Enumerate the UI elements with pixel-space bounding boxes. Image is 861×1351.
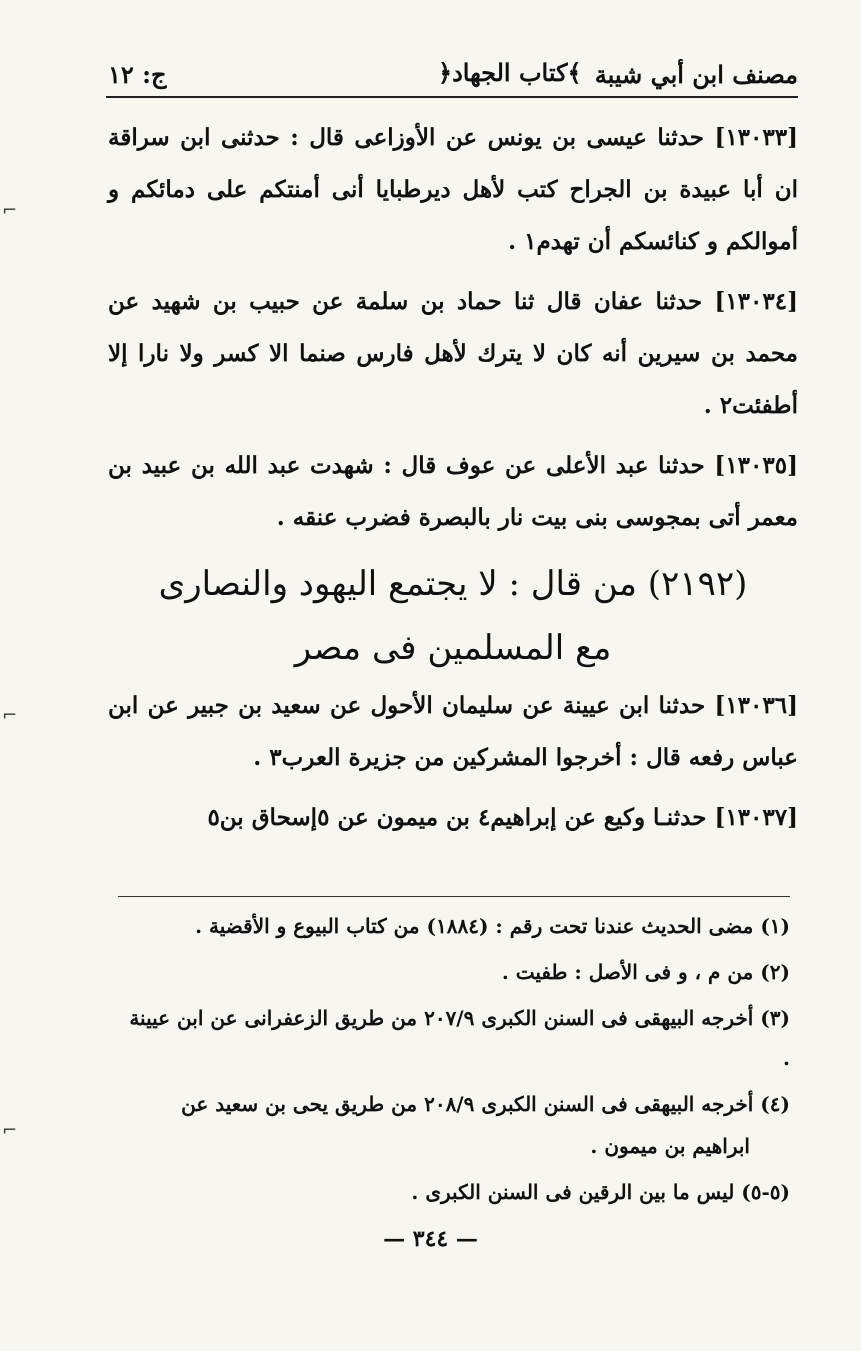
footnote-4-continued: ابراهيم بن ميمون . <box>590 1134 750 1158</box>
footnote-rule <box>118 896 790 897</box>
volume-label: ج: ١٢ <box>108 60 167 89</box>
margin-mark: ⌐ <box>2 1120 18 1141</box>
hadith-13037: [١٣٠٣٧] حدثنـا وكيع عن إبراهيم٤ بن ميمون عن ٥إسحاق بن٥ <box>207 804 798 831</box>
page-number: — ٣٤٤ — <box>383 1226 478 1252</box>
footnote-3: (٣) أخرجه البيهقى فى السنن الكبرى ٢٠٧/٩ من طريق الزعفرانى عن ابن عيينة . <box>129 1006 790 1070</box>
margin-mark: ⌐ <box>2 200 18 221</box>
main-text <box>108 112 798 852</box>
chapter-heading-line2: مع المسلمين فى مصر <box>294 628 612 668</box>
footnote-5: (٥-٥) ليس ما بين الرقين فى السنن الكبرى . <box>411 1180 790 1204</box>
chapter-heading-line1: (٢١٩٢) من قال : لا يجتمع اليهود والنصارى <box>158 564 748 604</box>
footnote-1: (١) مضى الحديث عندنا تحت رقم : (١٨٨٤) من كتاب البيوع و الأقضية . <box>195 914 790 938</box>
hadith-13035: [١٣٠٣٥] حدثنا عبد الأعلى عن عوف قال : شهدت عبد الله بن عبيد بن معمر أتى بمجوسى بنى بيت نار بالبصرة فضرب عنقه . <box>108 452 798 531</box>
page-header <box>108 52 798 96</box>
footnote-4: (٤) أخرجه البيهقى فى السنن الكبرى ٢٠٨/٩ من طريق يحى بن سعيد عن <box>181 1092 790 1116</box>
footnotes <box>118 906 790 1218</box>
hadith-13034: [١٣٠٣٤] حدثنا عفان قال ثنا حماد بن سلمة عن حبيب بن شهيد عن محمد بن سيرين أنه كان لا يترك لأهل فارس صنما الا كسر ولا نارا إلا أطفئت٢ . <box>108 288 798 419</box>
section-title: ﴿كتاب الجهاد﴾ <box>438 58 582 87</box>
hadith-13036: [١٣٠٣٦] حدثنا ابن عيينة عن سليمان الأحول عن سعيد بن جبير عن ابن عباس رفعه قال : أخرجوا المشركين من جزيرة العرب٣ . <box>108 692 798 771</box>
book-title: مصنف ابن أبي شيبة <box>594 60 798 89</box>
hadith-13033: [١٣٠٣٣] حدثنا عيسى بن يونس عن الأوزاعى قال : حدثنى ابن سراقة ان أبا عبيدة بن الجراح كتب لأهل ديرطبايا أنى أمنتكم على دمائكم و أموالكم و كنائسكم أن تهدم١ . <box>108 124 798 255</box>
footnote-2: (٢) من م ، و فى الأصل : طفيت . <box>501 960 790 984</box>
margin-mark: ⌐ <box>2 705 18 726</box>
header-rule <box>106 96 798 98</box>
